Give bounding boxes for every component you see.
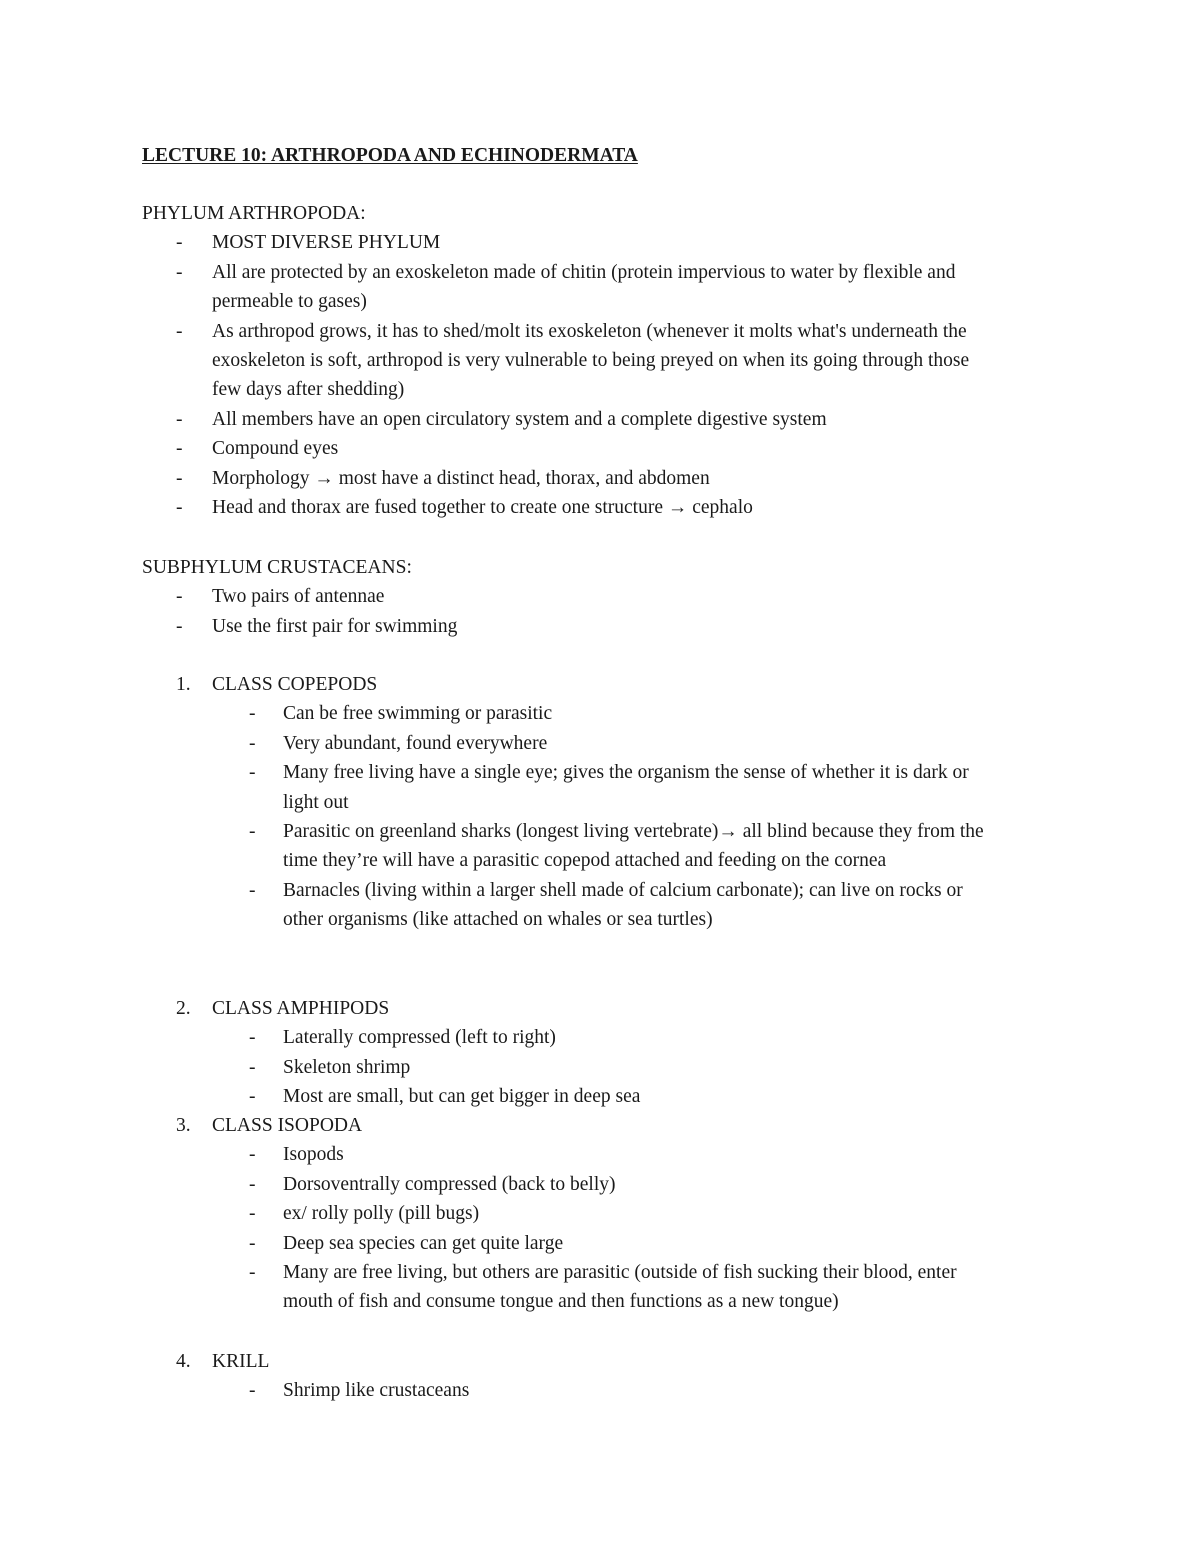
bullet-dash: -	[249, 1027, 256, 1049]
bullet-dash: -	[176, 232, 183, 254]
bullet-text: Many are free living, but others are parasitic (outside of fish sucking their blood, enter	[283, 1262, 957, 1283]
bullet-text: Many free living have a single eye; gives the organism the sense of whether it is dark or	[283, 762, 969, 784]
bullet-text: Use the first pair for swimming	[212, 615, 458, 637]
section-heading: SUBPHYLUM CRUSTACEANS:	[142, 557, 412, 578]
bullet-dash: -	[176, 615, 183, 637]
class-number: 4.	[176, 1351, 191, 1372]
bullet-dash: -	[176, 467, 183, 489]
bullet-dash: -	[249, 703, 256, 725]
bullet-text: mouth of fish and consume tongue and then functions as a new tongue)	[283, 1291, 839, 1313]
bullet-text: Deep sea species can get quite large	[283, 1232, 564, 1254]
bullet-text: All members have an open circulatory system and a complete digestive system	[212, 408, 827, 430]
class-heading: CLASS ISOPODA	[212, 1115, 363, 1136]
bullet-text: few days after shedding)	[212, 379, 405, 401]
bullet-text: Isopods	[283, 1144, 344, 1166]
class-heading: CLASS AMPHIPODS	[212, 998, 390, 1019]
bullet-text: As arthropod grows, it has to shed/molt its exoskeleton (whenever it molts what's underneath the	[212, 320, 967, 342]
bullet-dash: -	[176, 261, 183, 283]
bullet-dash: -	[249, 732, 256, 754]
bullet-text: Laterally compressed (left to right)	[283, 1027, 556, 1049]
bullet-text: All are protected by an exoskeleton made of chitin (protein impervious to water by flexible and	[212, 261, 956, 283]
bullet-dash: -	[176, 408, 183, 430]
class-number: 3.	[176, 1115, 191, 1136]
bullet-text: Barnacles (living within a larger shell made of calcium carbonate); can live on rocks or	[283, 879, 963, 901]
bullet-text: light out	[283, 791, 349, 813]
bullet-dash: -	[176, 497, 183, 518]
bullet-dash: -	[249, 1380, 256, 1402]
bullet-text: Shrimp like crustaceans	[283, 1380, 470, 1402]
bullet-text: other organisms (like attached on whales or sea turtles)	[283, 909, 713, 931]
section-heading: PHYLUM ARTHROPODA:	[142, 203, 366, 224]
bullet-text: time they’re will have a parasitic copepod attached and feeding on the cornea	[283, 850, 887, 872]
bullet-text: permeable to gases)	[212, 291, 367, 313]
class-heading: KRILL	[212, 1351, 270, 1372]
bullet-text: Compound eyes	[212, 438, 339, 460]
document-title: LECTURE 10: ARTHROPODA AND ECHINODERMATA	[142, 145, 638, 166]
bullet-text: MOST DIVERSE PHYLUM	[212, 232, 441, 254]
bullet-dash: -	[176, 586, 183, 608]
bullet-text: Skeleton shrimp	[283, 1056, 411, 1078]
bullet-dash: -	[249, 821, 256, 842]
bullet-dash: -	[176, 438, 183, 460]
bullet-dash: -	[249, 1056, 256, 1078]
bullet-dash: -	[249, 1144, 256, 1166]
bullet-dash: -	[249, 1086, 256, 1108]
bullet-text: Parasitic on greenland sharks (longest living vertebrate)→ all blind because they from the	[283, 821, 984, 842]
bullet-dash: -	[249, 1203, 256, 1225]
bullet-text: Can be free swimming or parasitic	[283, 703, 553, 725]
bullet-dash: -	[176, 320, 183, 342]
bullet-dash: -	[249, 762, 256, 784]
bullet-dash: -	[249, 1173, 256, 1195]
bullet-text: Two pairs of antennae	[212, 586, 385, 608]
class-number: 1.	[176, 674, 191, 695]
bullet-text: exoskeleton is soft, arthropod is very vulnerable to being preyed on when its going through those	[212, 350, 970, 371]
bullet-text: Most are small, but can get bigger in deep sea	[283, 1086, 641, 1108]
bullet-text: Head and thorax are fused together to create one structure → cephalo	[212, 497, 753, 518]
class-heading: CLASS COPEPODS	[212, 674, 378, 695]
bullet-text: Very abundant, found everywhere	[283, 732, 548, 754]
class-number: 2.	[176, 998, 191, 1019]
bullet-text: Dorsoventrally compressed (back to belly)	[283, 1173, 616, 1195]
bullet-dash: -	[249, 1232, 256, 1254]
bullet-text: Morphology → most have a distinct head, thorax, and abdomen	[212, 467, 710, 489]
bullet-dash: -	[249, 879, 256, 901]
bullet-text: ex/ rolly polly (pill bugs)	[283, 1203, 480, 1225]
bullet-dash: -	[249, 1262, 256, 1283]
